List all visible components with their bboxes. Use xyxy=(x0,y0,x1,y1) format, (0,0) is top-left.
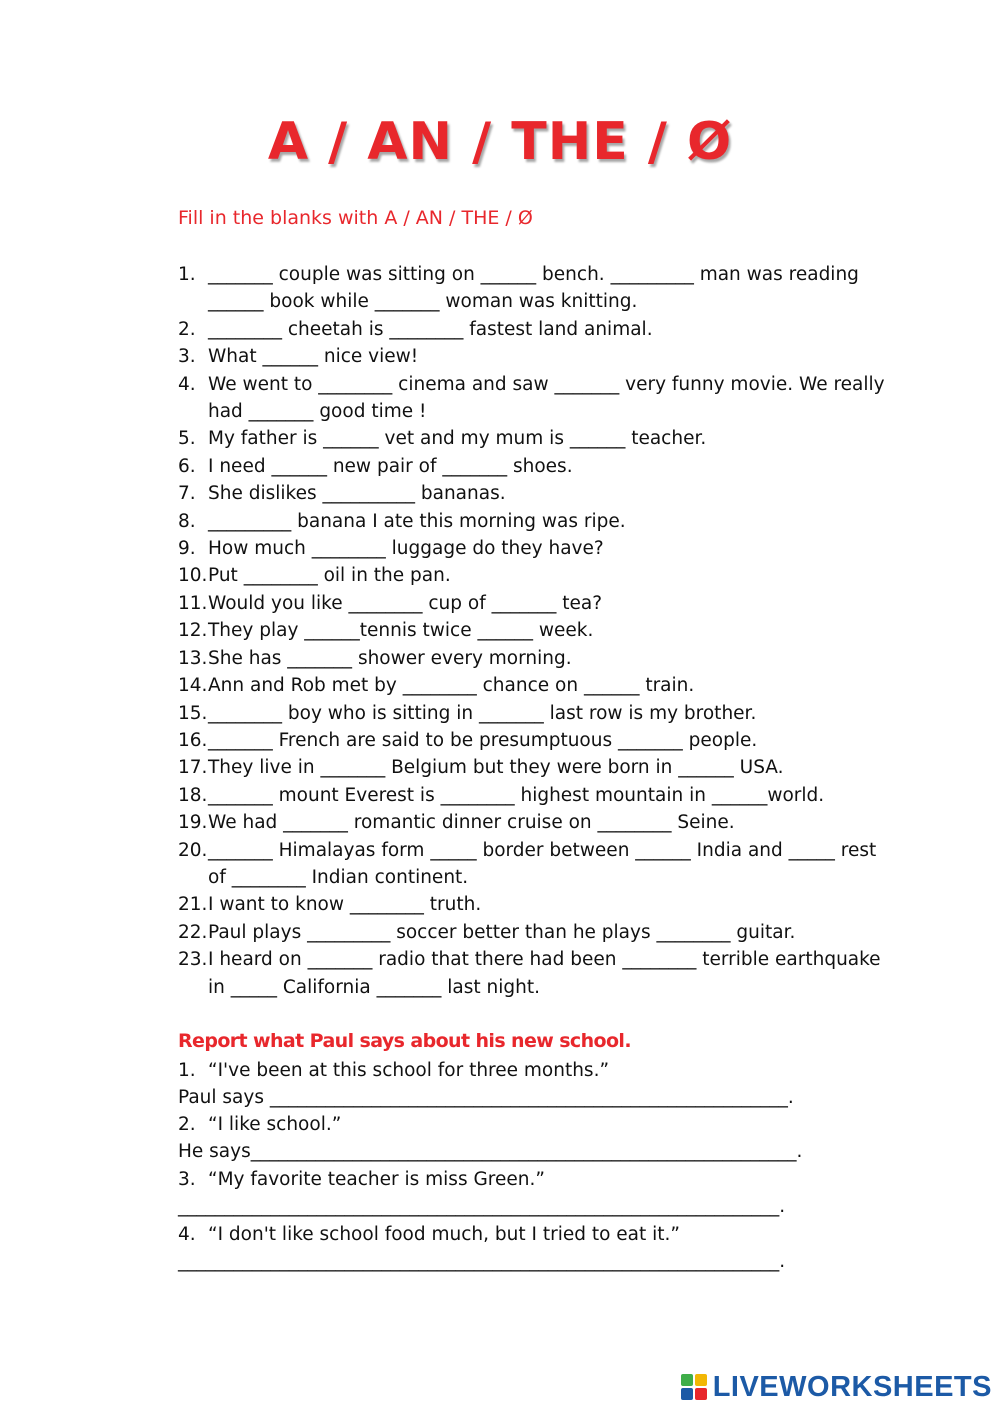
item-sentence[interactable]: What ______ nice view! xyxy=(208,346,419,368)
item-sentence[interactable]: Put ________ oil in the pan. xyxy=(208,565,451,587)
item-sentence[interactable]: _______ Himalayas form _____ border between ______ India and _____ rest of ________ Indian continent. xyxy=(208,839,877,888)
item-sentence[interactable]: We had _______ romantic dinner cruise on ________ Seine. xyxy=(208,812,735,834)
exercise-item xyxy=(178,891,898,918)
report-quote: “I don't like school food much, but I tried to eat it.” xyxy=(208,1224,681,1245)
report-answer-line[interactable]: _________________________________________________________________. xyxy=(178,1251,786,1273)
item-number: 7. xyxy=(178,483,196,505)
worksheet-title: A / AN / THE / Ø xyxy=(267,112,733,172)
footer-logo xyxy=(681,1369,992,1405)
exercise-item xyxy=(178,754,898,781)
item-sentence[interactable]: My father is ______ vet and my mum is ______ teacher. xyxy=(208,428,707,450)
item-number: 23. xyxy=(178,949,208,971)
exercise-item xyxy=(178,700,898,727)
item-number: 15. xyxy=(178,702,208,724)
item-number: 8. xyxy=(178,510,196,532)
item-number: 12. xyxy=(178,620,208,642)
exercise-item xyxy=(178,946,898,1001)
item-sentence[interactable]: They play ______tennis twice ______ week. xyxy=(208,620,594,642)
item-number: 21. xyxy=(178,894,208,916)
report-quote: “My favorite teacher is miss Green.” xyxy=(208,1169,545,1190)
report-number: 2. xyxy=(178,1114,196,1135)
item-number: 16. xyxy=(178,729,208,751)
item-number: 4. xyxy=(178,373,196,395)
item-number: 5. xyxy=(178,428,196,450)
exercise-item xyxy=(178,261,898,316)
item-sentence[interactable]: ________ boy who is sitting in _______ last row is my brother. xyxy=(208,702,757,724)
report-answer-line[interactable]: _________________________________________________________________. xyxy=(178,1196,786,1218)
exercise-item xyxy=(178,672,898,699)
exercise-item xyxy=(178,562,898,589)
instructions: Fill in the blanks with A / AN / THE / Ø xyxy=(178,207,533,229)
item-number: 1. xyxy=(178,264,196,285)
item-number: 22. xyxy=(178,921,208,943)
report-number: 1. xyxy=(178,1060,196,1081)
exercise-item xyxy=(178,645,898,672)
exercise-item xyxy=(178,727,898,754)
item-number: 14. xyxy=(178,675,208,697)
item-number: 9. xyxy=(178,538,196,560)
exercise-item xyxy=(178,343,898,370)
item-number: 18. xyxy=(178,784,208,806)
item-sentence[interactable]: _______ couple was sitting on ______ bench. _________ man was reading ______ book while _______ woman was knitting. xyxy=(208,264,859,313)
liveworksheets-logo-icon xyxy=(681,1374,707,1400)
exercise-item xyxy=(178,480,898,507)
item-number: 10. xyxy=(178,565,208,587)
exercise-item xyxy=(178,590,898,617)
item-number: 6. xyxy=(178,455,196,477)
report-question-4 xyxy=(178,1221,818,1276)
item-number: 3. xyxy=(178,346,196,368)
exercise-list xyxy=(178,261,898,1001)
item-number: 17. xyxy=(178,757,208,779)
exercise-item xyxy=(178,316,898,343)
item-number: 11. xyxy=(178,592,208,614)
item-number: 19. xyxy=(178,812,208,834)
exercise-item xyxy=(178,782,898,809)
item-sentence[interactable]: She dislikes __________ bananas. xyxy=(208,483,506,505)
exercise-item xyxy=(178,425,898,452)
report-question-3 xyxy=(178,1166,818,1221)
item-sentence[interactable]: I need ______ new pair of _______ shoes. xyxy=(208,455,573,477)
exercise-item xyxy=(178,371,898,426)
item-number: 2. xyxy=(178,318,196,340)
item-sentence[interactable]: How much ________ luggage do they have? xyxy=(208,538,604,560)
item-sentence[interactable]: Paul plays _________ soccer better than he plays ________ guitar. xyxy=(208,921,796,943)
item-sentence[interactable]: She has _______ shower every morning. xyxy=(208,647,572,669)
exercise-item xyxy=(178,535,898,562)
exercise-item xyxy=(178,453,898,480)
report-heading: Report what Paul says about his new school. xyxy=(178,1030,631,1052)
report-number: 3. xyxy=(178,1169,196,1190)
item-sentence[interactable]: _________ banana I ate this morning was ripe. xyxy=(208,510,626,532)
item-number: 13. xyxy=(178,647,208,669)
exercise-item xyxy=(178,617,898,644)
item-sentence[interactable]: _______ French are said to be presumptuous _______ people. xyxy=(208,729,758,751)
report-answer-line[interactable]: He says___________________________________________________________. xyxy=(178,1141,803,1163)
report-question-1 xyxy=(178,1057,818,1112)
item-sentence[interactable]: Ann and Rob met by ________ chance on ______ train. xyxy=(208,675,695,697)
report-number: 4. xyxy=(178,1224,196,1245)
item-sentence[interactable]: Would you like ________ cup of _______ tea? xyxy=(208,592,603,614)
report-answer-line[interactable]: Paul says ________________________________________________________. xyxy=(178,1087,794,1109)
exercise-item xyxy=(178,919,898,946)
item-sentence[interactable]: _______ mount Everest is ________ highest mountain in ______world. xyxy=(208,784,825,806)
report-quote: “I've been at this school for three months.” xyxy=(208,1060,610,1081)
exercise-item xyxy=(178,508,898,535)
brand-name: LIVEWORKSHEETS xyxy=(712,1370,992,1403)
report-question-2 xyxy=(178,1111,818,1166)
item-number: 20. xyxy=(178,839,208,861)
item-sentence[interactable]: They live in _______ Belgium but they were born in ______ USA. xyxy=(208,757,784,779)
exercise-item xyxy=(178,809,898,836)
report-quote: “I like school.” xyxy=(208,1114,342,1135)
item-sentence[interactable]: ________ cheetah is ________ fastest land animal. xyxy=(208,318,653,340)
item-sentence[interactable]: I want to know ________ truth. xyxy=(208,894,482,916)
item-sentence[interactable]: I heard on _______ radio that there had been ________ terrible earthquake in _____ California _______ last night. xyxy=(208,949,881,998)
exercise-item xyxy=(178,837,898,892)
item-sentence[interactable]: We went to ________ cinema and saw _______ very funny movie. We really had _______ good time ! xyxy=(208,373,885,423)
